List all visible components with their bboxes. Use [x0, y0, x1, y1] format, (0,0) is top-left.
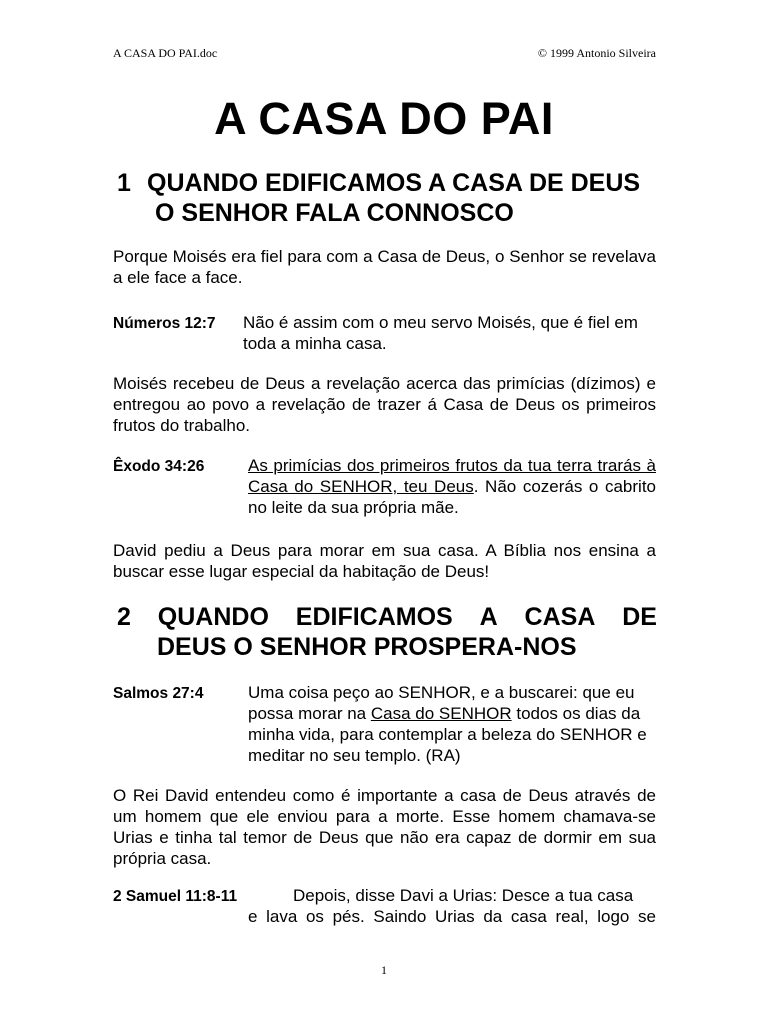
header-copyright: © 1999 Antonio Silveira: [537, 46, 656, 60]
verse-ref: Salmos 27:4: [113, 685, 204, 702]
section-2-heading-line1: [117, 602, 657, 632]
page-header: [113, 46, 656, 61]
verse-text-before: Uma coisa peço ao SENHOR, e a buscarei: que eu possa morar na: [248, 683, 635, 723]
section-1-heading: [117, 168, 657, 227]
verse-ref: 2 Samuel 11:8-11: [113, 888, 238, 905]
verse-text: [248, 455, 656, 518]
paragraph-1: Porque Moisés era fiel para com a Casa de Deus, o Senhor se revelava a ele face a face.: [113, 247, 656, 287]
section-1-heading-line2: O SENHOR FALA CONNOSCO: [155, 199, 514, 227]
verse-ref: Êxodo 34:26: [113, 458, 205, 475]
verse-text: [248, 682, 656, 766]
paragraph-3: David pediu a Deus para morar em sua casa. A Bíblia nos ensina a buscar esse lugar especial da habitação de Deus!: [113, 541, 656, 581]
paragraph-4: O Rei David entendeu como é importante a casa de Deus através de um homem que ele enviou para a morte. Esse homem chamava-se Urias e tinha tal temor de Deus que não era capaz de dormir em sua própria casa.: [113, 786, 656, 868]
page-number: 1: [381, 963, 387, 977]
verse-text-underlined: As primícias dos primeiros frutos da tua terra trarás à Casa do SENHOR, teu Deus: [248, 456, 656, 496]
document-title: A CASA DO PAI: [214, 93, 554, 144]
verse-text-rest: . Não cozerás o cabrito no leite da sua própria mãe.: [248, 477, 657, 517]
verse-text-underlined: Casa do SENHOR: [370, 704, 512, 723]
section-2-heading: [117, 602, 657, 662]
paragraph-2: Moisés recebeu de Deus a revelação acerca das primícias (dízimos) e entregou ao povo a revelação de trazer á Casa de Deus os primeiros frutos do trabalho.: [113, 374, 656, 435]
section-2-heading-line2: DEUS O SENHOR PROSPERA-NOS: [157, 633, 577, 661]
header-filename: A CASA DO PAI.doc: [113, 46, 218, 60]
section-2-word: A: [479, 603, 498, 631]
verse-text: Não é assim com o meu servo Moisés, que é fiel em toda a minha casa.: [243, 313, 638, 353]
section-2-word: CASA: [524, 603, 596, 631]
verse-text-line1: Depois, disse Davi a Urias: Desce a tua casa: [293, 886, 634, 905]
section-2-word: QUANDO: [157, 603, 269, 631]
section-2-word: DE: [622, 603, 657, 631]
section-2-number: 2: [117, 603, 131, 631]
section-2-word: EDIFICAMOS: [295, 603, 453, 631]
verse-text-after: todos os dias da minha vida, para contemplar a beleza do SENHOR e meditar no seu templo. (RA): [248, 704, 647, 765]
section-1-number: 1: [117, 169, 131, 197]
verse-ref: Números 12:7: [113, 315, 216, 332]
section-1-heading-line1: QUANDO EDIFICAMOS A CASA DE DEUS: [147, 169, 641, 197]
verse-text-line2: e lava os pés. Saindo Urias da casa real, logo se: [248, 907, 656, 926]
